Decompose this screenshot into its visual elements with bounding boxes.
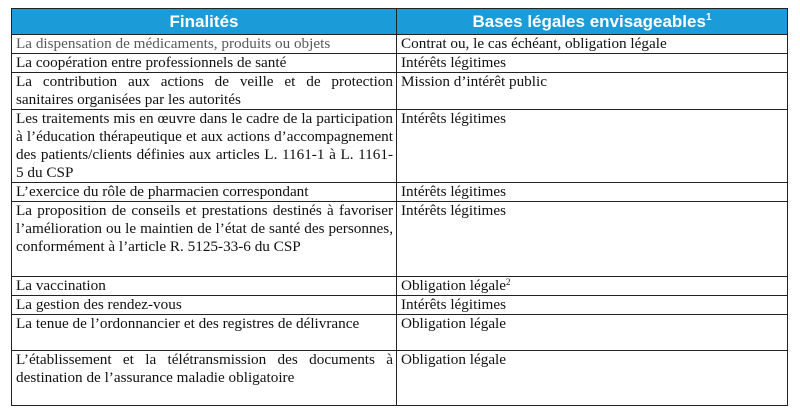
table-row [12, 35, 788, 54]
legal-basis-text: Obligation légale [401, 277, 507, 294]
table-row [12, 110, 788, 183]
purpose-cell: La proposition de conseils et prestations destinés à favoriser l’amélioration ou le maintien de l’état de santé des personnes, conformément à l’article R. 5125-33-6 du CSP [12, 202, 397, 277]
legal-basis-text: Intérêts légitimes [401, 296, 507, 313]
header-purposes [12, 9, 397, 35]
table-row [12, 73, 788, 110]
header-legal-bases-label: Bases légales envisageables [472, 11, 706, 31]
table-row [12, 277, 788, 296]
table-row [12, 351, 788, 406]
legal-basis-text: Mission d’intérêt public [401, 73, 547, 90]
legal-basis-text: Intérêts légitimes [401, 110, 507, 127]
legal-basis-cell [397, 277, 788, 296]
purpose-cell: La coopération entre professionnels de santé [12, 54, 397, 73]
legal-basis-cell [397, 54, 788, 73]
purpose-cell: La gestion des rendez-vous [12, 296, 397, 315]
legal-basis-cell [397, 183, 788, 202]
legal-basis-text: Obligation légale [401, 351, 507, 368]
header-legal-bases [397, 9, 788, 35]
legal-basis-text: Intérêts légitimes [401, 54, 507, 71]
table-row [12, 296, 788, 315]
legal-basis-cell [397, 35, 788, 54]
legal-basis-cell [397, 202, 788, 277]
legal-bases-table [11, 8, 788, 406]
legal-basis-cell [397, 73, 788, 110]
legal-basis-cell [397, 296, 788, 315]
table-row [12, 202, 788, 277]
table-header-row [12, 9, 788, 35]
table-row [12, 183, 788, 202]
legal-basis-cell [397, 110, 788, 183]
purpose-cell: La dispensation de médicaments, produits ou objets [12, 35, 397, 54]
purpose-cell: L’exercice du rôle de pharmacien correspondant [12, 183, 397, 202]
legal-basis-text: Obligation légale [401, 315, 507, 332]
legal-basis-cell [397, 315, 788, 351]
header-purposes-label: Finalités [169, 11, 239, 31]
purpose-cell: La contribution aux actions de veille et de protection sanitaires organisées par les autorités [12, 73, 397, 110]
footnote-ref-2: 2 [506, 277, 511, 287]
table-row [12, 54, 788, 73]
footnote-ref-1: 1 [705, 11, 712, 23]
purpose-cell: L’établissement et la télétransmission des documents à destination de l’assurance maladie obligatoire [12, 351, 397, 406]
purpose-cell: Les traitements mis en œuvre dans le cadre de la participation à l’éducation thérapeutique et aux actions d’accompagnement des patients/clients définies aux articles L. 1161-1 à L. 1161-5 du CSP [12, 110, 397, 183]
purpose-cell: La tenue de l’ordonnancier et des registres de délivrance [12, 315, 397, 351]
legal-basis-text: Intérêts légitimes [401, 202, 507, 219]
legal-basis-text: Intérêts légitimes [401, 183, 507, 200]
purpose-cell: La vaccination [12, 277, 397, 296]
legal-basis-cell [397, 351, 788, 406]
legal-basis-text: Contrat ou, le cas échéant, obligation légale [401, 35, 667, 52]
table-row [12, 315, 788, 351]
